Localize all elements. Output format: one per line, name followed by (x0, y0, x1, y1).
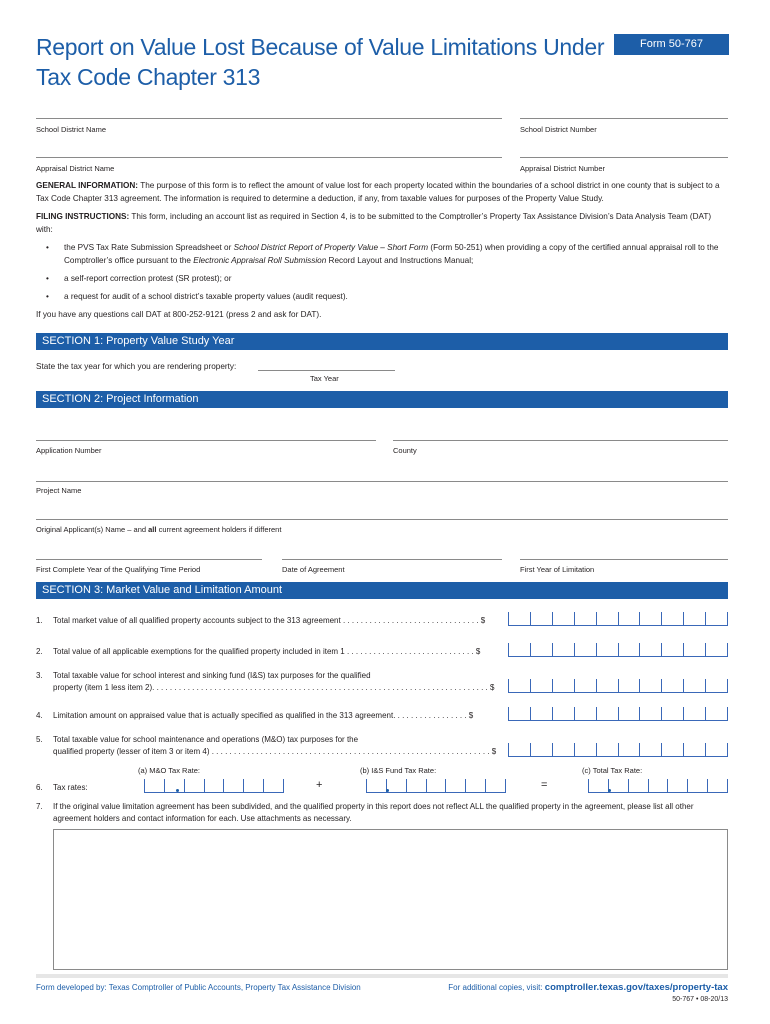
applicant-label-a: Original Applicant(s) Name – and (36, 525, 149, 534)
bullet-marker: • (46, 243, 49, 252)
item-number: 3. (36, 671, 43, 680)
item-3-text-line-2: property (item 1 less item 2). . . . . . . . . . . . . . . . . . . . . . . . . . . . . . . . . . . . . . . . . . . . . . . . . . . . . . . . . . . . . . . . . . . . . . . . . . . . $ (53, 683, 495, 692)
filing-instructions-heading: FILING INSTRUCTIONS: (36, 212, 130, 221)
item-3-amount-field[interactable] (508, 679, 728, 693)
item-1-amount-field[interactable] (508, 612, 728, 626)
date-of-agreement-field[interactable] (282, 559, 502, 560)
agreement-holders-textarea[interactable] (53, 829, 728, 970)
contact-text: If you have any questions call DAT at 800-252-9121 (press 2 and ask for DAT). (36, 310, 322, 319)
school-district-number-label: School District Number (520, 125, 597, 134)
appraisal-district-number-field[interactable] (520, 157, 728, 158)
item-number: 2. (36, 647, 43, 656)
item-1-text: Total market value of all qualified property accounts subject to the 313 agreement . . . . . . . . . . . . . . . . . . . . . . . . . . . . . . . $ (53, 616, 486, 625)
bullet-1-form-title: School District Report of Property Value – Short Form (233, 243, 429, 252)
first-complete-year-label: First Complete Year of the Qualifying Time Period (36, 565, 201, 574)
item-2-amount-field[interactable] (508, 643, 728, 657)
form-title (36, 32, 606, 92)
item-4-text: Limitation amount on appraised value that is actually specified as qualified in the 313 agreement. . . . . . . . . . . . . . . . . $ (53, 711, 474, 720)
school-district-number-field[interactable] (520, 118, 728, 119)
is-tax-rate-label: (b) I&S Fund Tax Rate: (360, 766, 437, 775)
applicant-name-label (36, 525, 281, 534)
bullet-1-text-e: Record Layout and Instructions Manual; (326, 255, 474, 265)
bullet-item-2: a self-report correction protest (SR protest); or (64, 274, 232, 283)
item-3-text-line-1: Total taxable value for school interest and sinking fund (I&S) tax purposes for the qualified (53, 671, 371, 680)
footer-divider (36, 974, 728, 978)
footer-developed-by: Form developed by: Texas Comptroller of Public Accounts, Property Tax Assistance Division (36, 983, 361, 992)
date-of-agreement-label: Date of Agreement (282, 565, 345, 574)
general-information-text: The purpose of this form is to reflect the amount of value lost for each property located within the boundaries of a school district in one county that is subject to a Tax Code Chapter 313 agreement. The information is required to determine a deduction, if any, from taxable values for purposes of the Property Value Study. (36, 181, 720, 203)
tax-year-prompt: State the tax year for which you are rendering property: (36, 362, 237, 371)
item-5-amount-field[interactable] (508, 743, 728, 757)
bullet-1-text-a: the PVS Tax Rate Submission Spreadsheet or (64, 243, 234, 252)
filing-instructions (36, 211, 728, 236)
equals-sign: = (541, 779, 548, 791)
form-title-line-2: Tax Code Chapter 313 (36, 64, 261, 90)
item-number: 1. (36, 616, 43, 625)
item-5-text-line-1: Total taxable value for school maintenance and operations (M&O) tax purposes for the (53, 735, 359, 744)
decimal-point-icon (386, 789, 389, 792)
first-year-limitation-label: First Year of Limitation (520, 565, 595, 574)
section-2-heading: SECTION 2: Project Information (36, 391, 728, 408)
project-name-field[interactable] (36, 481, 728, 482)
county-label: County (393, 446, 417, 455)
item-number: 5. (36, 735, 43, 744)
item-5-text-line-2: qualified property (lesser of item 3 or item 4) . . . . . . . . . . . . . . . . . . . . . . . . . . . . . . . . . . . . . . . . . . . . . . . . . . . . . . . . . . . . . . . $ (53, 747, 497, 756)
plus-sign: + (316, 779, 323, 791)
tax-year-field[interactable] (258, 370, 395, 371)
applicant-label-c: current agreement holders if different (156, 525, 282, 534)
appraisal-district-name-label: Appraisal District Name (36, 164, 115, 173)
applicant-name-field[interactable] (36, 519, 728, 520)
general-information (36, 180, 728, 205)
applicant-label-all: all (148, 525, 157, 534)
first-complete-year-field[interactable] (36, 559, 262, 560)
bullet-marker: • (46, 292, 49, 301)
decimal-point-icon (176, 789, 179, 792)
school-district-name-field[interactable] (36, 118, 502, 119)
tax-year-label: Tax Year (310, 374, 339, 383)
item-number: 7. (36, 802, 43, 811)
footer-copies-link[interactable]: comptroller.texas.gov/taxes/property-tax (544, 982, 728, 993)
footer-copies (448, 982, 728, 993)
bullet-1-manual-title: Electronic Appraisal Roll Submission (193, 255, 327, 265)
form-number-badge: Form 50-767 (614, 34, 729, 55)
item-4-amount-field[interactable] (508, 707, 728, 721)
appraisal-district-name-field[interactable] (36, 157, 502, 158)
decimal-point-icon (608, 789, 611, 792)
footer-copies-prefix: For additional copies, visit: (448, 983, 545, 992)
section-1-heading: SECTION 1: Property Value Study Year (36, 333, 728, 350)
county-field[interactable] (393, 440, 728, 441)
school-district-name-label: School District Name (36, 125, 107, 134)
filing-instructions-text: This form, including an account list as required in Section 4, is to be submitted to the Comptroller’s Property Tax Assistance Division’s Data Analysis Team (DAT) with: (36, 212, 712, 234)
mo-tax-rate-label: (a) M&O Tax Rate: (138, 766, 200, 775)
mo-tax-rate-field[interactable] (144, 779, 284, 793)
bullet-marker: • (46, 274, 49, 283)
first-year-limitation-field[interactable] (520, 559, 728, 560)
tax-rates-label: Tax rates: (53, 783, 88, 792)
appraisal-district-number-label: Appraisal District Number (520, 164, 606, 173)
bullet-item-1 (64, 242, 728, 267)
section-3-heading: SECTION 3: Market Value and Limitation Amount (36, 582, 728, 599)
item-number: 6. (36, 783, 43, 792)
bullet-item-3: a request for audit of a school district’s taxable property values (audit request). (64, 292, 348, 301)
item-2-text: Total value of all applicable exemptions for the qualified property included in item 1 . . . . . . . . . . . . . . . . . . . . . . . . . . . . . $ (53, 647, 481, 656)
total-tax-rate-label: (c) Total Tax Rate: (582, 766, 643, 775)
item-7-text: If the original value limitation agreement has been subdivided, and the qualified property in this report does not reflect ALL the qualified property in the agreement, please list all other agreement holders and contact information for each. Use attachments as necessary. (53, 802, 694, 823)
general-information-heading: GENERAL INFORMATION: (36, 181, 139, 190)
application-number-label: Application Number (36, 446, 102, 455)
bullet-1-text-c: (Form 50-251) when providing a copy of the certified annual appraisal roll to the Comptroller’s office pursuant to the (64, 243, 719, 265)
application-number-field[interactable] (36, 440, 376, 441)
form-title-line-1: Report on Value Lost Because of Value Limitations Under (36, 34, 605, 60)
footer-revision: 50-767 • 08-20/13 (672, 996, 728, 1003)
project-name-label: Project Name (36, 486, 82, 495)
item-number: 4. (36, 711, 43, 720)
